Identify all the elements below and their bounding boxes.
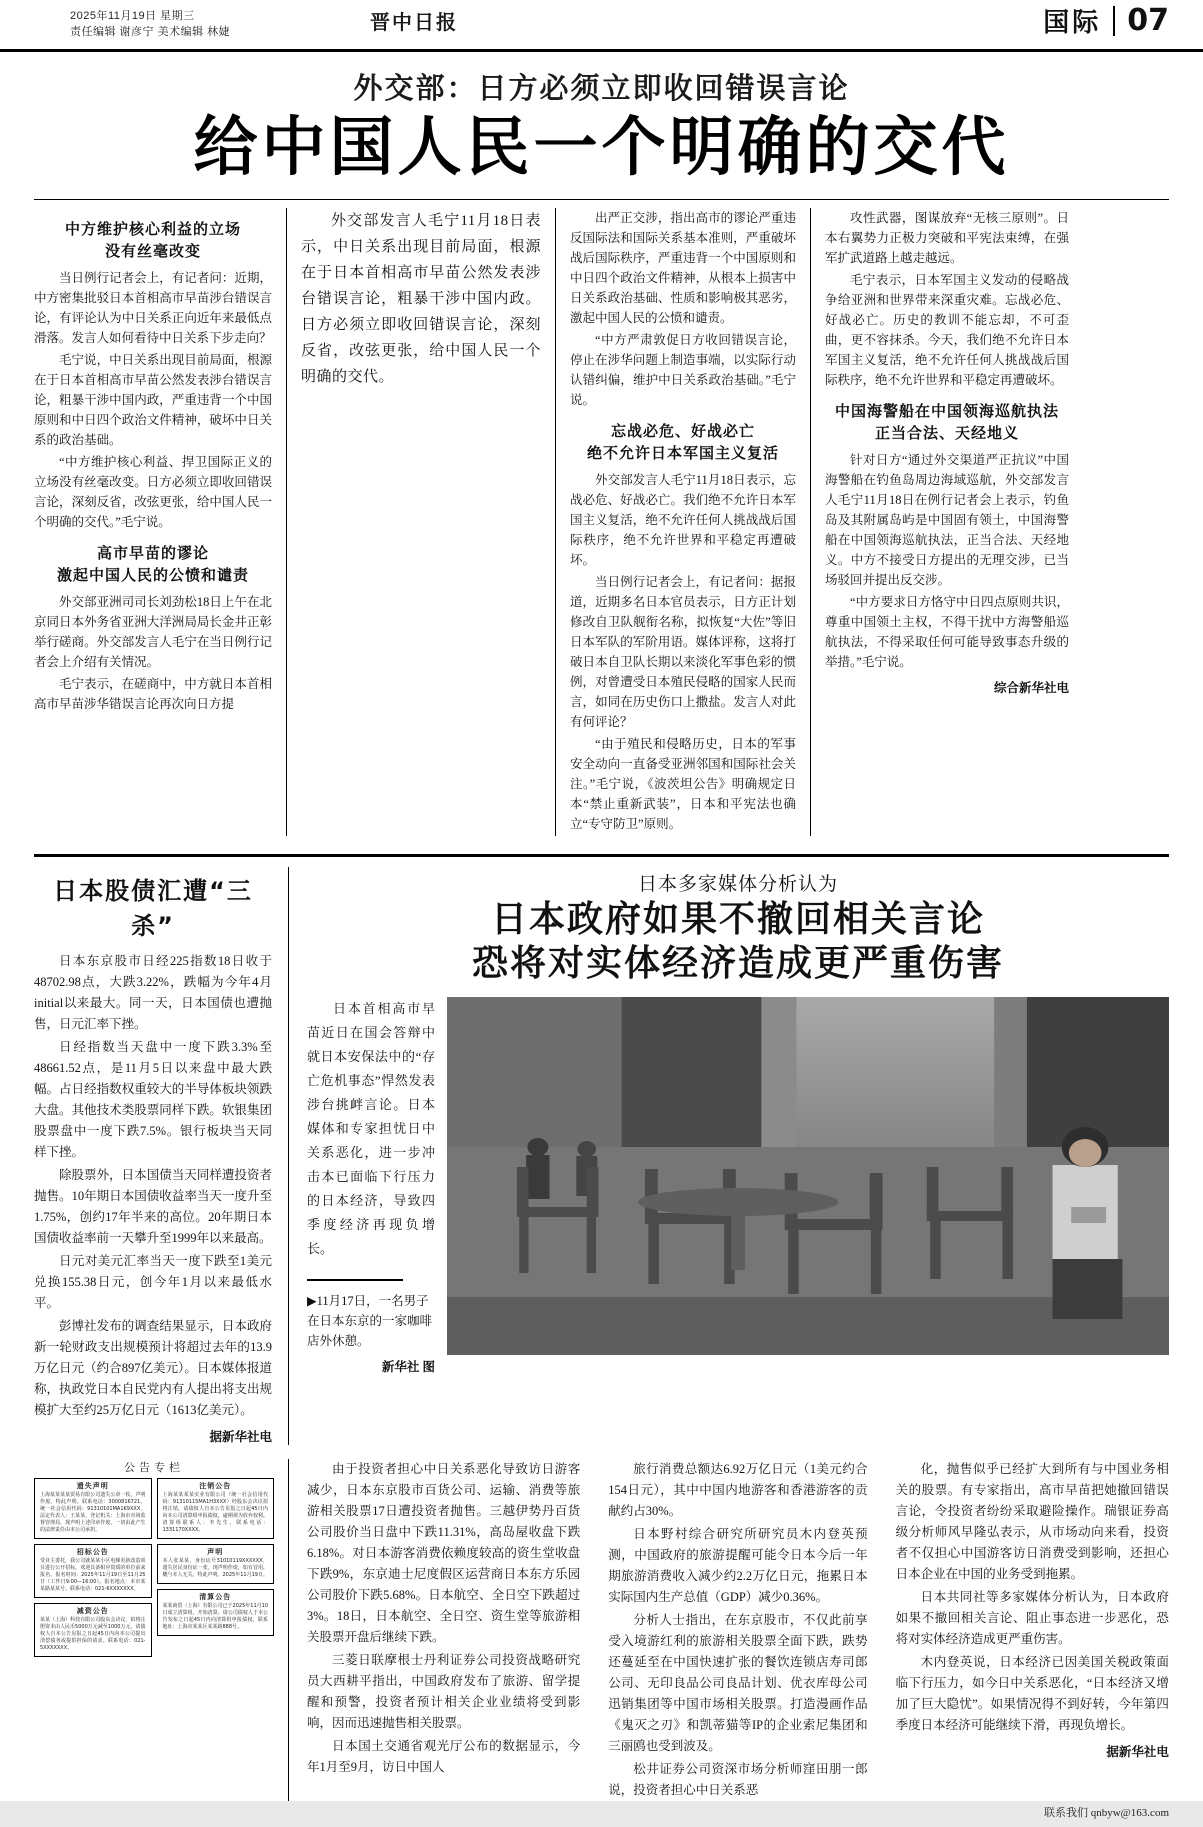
ads-title: 公告专栏 — [124, 1461, 184, 1474]
photo-caption: ▶11月17日，一名男子在日本东京的一家咖啡店外休憩。 — [307, 1294, 433, 1349]
article-source: 综合新华社电 — [993, 680, 1069, 695]
top-column-2-lead — [286, 208, 556, 836]
paragraph: 外交部亚洲司司长刘劲松18日上午在北京同日本外务省亚洲大洋洲局局长金井正彰举行磋商。外交部发言人毛宁在当日例行记者会上介绍有关情况。 — [34, 594, 272, 669]
feature-deck-column — [307, 997, 447, 1379]
ad-body: 受业主委托，我公司就某某小区电梯更新改造项目进行公开招标，欢迎具备相应资质的单位前来报名。报名时间：2025年11月19日至11月25日（工作日9:00—16:00）。报名地点：本市某某路某某号。联系电话：021-6XXXXXXX。 — [40, 1557, 146, 1592]
feature-article — [289, 867, 1169, 1445]
ad-item[interactable] — [157, 1544, 275, 1584]
section-name: 国际 — [1043, 8, 1102, 38]
feature-headline-line1: 日本政府如果不撤回相关言论 — [490, 898, 985, 940]
headline-main: 给中国人民一个明确的交代 — [193, 111, 1010, 185]
ad-heading: 声明 — [207, 1547, 224, 1556]
paragraph: 针对日方“通过外交渠道严正抗议”中国海警船在钓鱼岛周边海域巡航，外交部发言人毛宁11月18日在例行记者会上表示，钓鱼岛及其附属岛屿是中国固有领土，中国海警船在中国领海巡航执法，正当合法、天经地义。中方不接受日方提出的无理交涉，已当场驳回并提出反交涉。 — [825, 452, 1069, 587]
subhead-2-line2: 激起中国人民的公愤和谴责 — [56, 565, 249, 584]
ad-item[interactable] — [34, 1478, 152, 1539]
paragraph: 日本野村综合研究所研究员木内登英预测，中国政府的旅游提醒可能令日本今后一年期旅游消费收入减少约2.2万亿日元，拖累日本实际国内生产总值（GDP）减少0.36%。 — [608, 1526, 868, 1604]
top-column-1 — [34, 208, 286, 836]
stock-article — [34, 867, 289, 1445]
masthead — [0, 0, 1203, 52]
feature-deck: 日本首相高市早苗近日在国会答辩中就日本安保法中的“存亡危机事态”悍然发表涉台挑衅言论。日本媒体和专家担忧日中关系恶化，进一步冲击本已面临下行压力的日本经济，导致四季度经济再现负增长。 — [307, 1001, 435, 1257]
article-source: 据新华社电 — [209, 1429, 272, 1444]
masthead-left — [70, 8, 230, 40]
ad-heading: 遗失声明 — [76, 1481, 109, 1490]
top-column-4 — [811, 208, 1069, 836]
footer-bar — [0, 1801, 1203, 1827]
subhead-1-line2: 没有丝毫改变 — [104, 241, 201, 260]
top-article — [0, 208, 1203, 836]
paragraph: 旅行消费总额达6.92万亿日元（1美元约合154日元），其中中国内地游客和香港游客的贡献约占30%。 — [608, 1461, 868, 1518]
stock-article-title: 日本股债汇遭“三杀” — [53, 876, 253, 940]
paragraph: 彭博社发布的调查结果显示，日本政府新一轮财政支出规模预计将超过去年的13.9万亿日元（约合897亿美元）。日本媒体报道称，执政党日本自民党内有人提出将支出规模扩大至约25万亿日元（1613亿美元）。 — [34, 1318, 272, 1417]
bottom-section — [0, 1445, 1203, 1827]
lead-paragraph: 外交部发言人毛宁11月18日表示，中日关系出现目前局面，根源在于日本首相高市早苗公然发表涉台错误言论，粗暴干涉中国内政。日方必须立即收回错误言论，深刻反省，改弦更张，给中国人民一个明确的交代。 — [301, 212, 541, 385]
bottom-columns — [289, 1459, 1169, 1803]
subhead-4-line2: 正当合法、天经地义 — [874, 423, 1019, 442]
subhead-1-line1: 中方维护核心利益的立场 — [64, 219, 241, 238]
page-number: 07 — [1127, 3, 1169, 38]
bottom-column-2 — [594, 1459, 881, 1803]
subhead-3-line1: 忘战必危、好战必亡 — [610, 421, 755, 440]
paragraph: 分析人士指出，在东京股市，不仅此前享受入境游红利的旅游相关股票全面下跌，跌势还蔓延至在中国快速扩张的餐饮连锁店寿司郎公司、无印良品公司良品计划、优衣库母公司迅销集团等中国市场相关股票。打造漫画作品《鬼灭之刃》和凯蒂猫等IP的企业索尼集团和三丽鸥也受到波及。 — [608, 1612, 868, 1753]
ad-item[interactable] — [34, 1603, 152, 1657]
paragraph: 毛宁表示，日本军国主义发动的侵略战争给亚洲和世界带来深重灾难。忘战必危、好战必亡。历史的教训不能忘却，不可歪曲，更不容抹杀。今天，我们绝不允许日本军国主义复活，绝不允许任何人挑战战后国际秩序，绝不允许世界和平稳定再遭破坏。 — [825, 272, 1069, 387]
paragraph: 松井证券公司资深市场分析师窪田朋一郎说，投资者担心中日关系恶 — [608, 1761, 868, 1797]
paragraph: 外交部发言人毛宁11月18日表示，忘战必危、好战必亡。我们绝不允许日本军国主义复活，绝不允许任何人挑战战后国际秩序，绝不允许世界和平稳定再遭破坏。 — [570, 472, 796, 567]
ad-body: 上海某某某某贸易有限公司遗失公章一枚，声明作废。特此声明。联系电话：3000816721，统一社会信用代码：91310101MA1K9XXX，法定代表人：王某某，登记机关：上海市市场监督管理局，现声明上述印章作废，一切由此产生的法律责任由本公司承担。 — [40, 1491, 146, 1533]
ad-body: 某某（上海）科技有限公司股东会决议，拟将注册资本由人民币5000万元减至1000万元，请债权人自本公告见报之日起45日内向本公司提出清偿债务或提供担保的请求。联系电话：021-5XXXXXXX。 — [40, 1616, 146, 1651]
top-column-3 — [556, 208, 811, 836]
ad-body: 本人张某某，身份证号31010119XXXXXX，遗失居民身份证一张，现声明作废，如有冒用，概与本人无关。特此声明。2025年11月19日。 — [162, 1557, 268, 1578]
paragraph: 化，抛售似乎已经扩大到所有与中国业务相关的股票。有专家指出，高市早苗把她撤回错误言论，令投资者纷纷采取避险操作。瑞银证券高级分析师风早隆弘表示，从市场动向来看，投资者不仅担心中国游客访日消费受到影响，还担心日本企业在中国的业务受到拖累。 — [895, 1461, 1169, 1581]
paragraph: 日本国土交通省观光厅公布的数据显示，今年1月至9月，访日中国人 — [307, 1738, 581, 1774]
paragraph: 由于投资者担心中日关系恶化导致访日游客减少，日本东京股市百货公司、运输、消费等旅游相关股票17日遭投资者抛售。三越伊势丹百货公司股价当日盘中下跌11.31%，高岛屋收盘下跌6.18%。对日本游客消费依赖度较高的资生堂收盘下跌9%，东京迪士尼度假区运营商日本东方乐园公司股价下跌5.68%。日本航空、全日空下跌超过3%。18日，日本航空、全日空、资生堂等旅游相关股票开盘后继续下跌。 — [307, 1461, 581, 1644]
publication-logo: 晋中日报 — [370, 10, 458, 34]
paragraph: 当日例行记者会上，有记者问：近期，中方密集批驳日本首相高市早苗涉台错误言论，有评论认为中日关系正向近年来最低点滑落。发言人如何看待中日关系下步走向？ — [34, 270, 272, 345]
paragraph: “中方维护核心利益、捍卫国际正义的立场没有丝毫改变。日方必须立即收回错误言论，深刻反省，改弦更张，给中国人民一个明确的交代。”毛宁说。 — [34, 454, 272, 529]
ad-heading: 招标公告 — [76, 1547, 109, 1556]
ad-item[interactable] — [157, 1589, 275, 1636]
ad-heading: 注销公告 — [199, 1481, 232, 1490]
paragraph: 除股票外，日本国债当天同样遭投资者抛售。10年期日本国债收益率当天一度升至1.75%，创约17年半来的高位。20年期日本国债收益率前一天攀升至1999年以来最高。 — [34, 1167, 272, 1245]
paragraph: 日经指数当天盘中一度下跌3.3%至48661.52点，是11月5日以来盘中最大跌幅。占日经指数权重较大的半导体板块领跌大盘。其他技术类股票同样下跌。软银集团股票盘中一度下跌7.5%。银行板块当天同样下挫。 — [34, 1039, 272, 1159]
feature-headline-line2: 恐将对实体经济造成更严重伤害 — [471, 942, 1004, 984]
feature-headline — [307, 898, 1169, 986]
feature-shoulder: 日本多家媒体分析认为 — [637, 872, 838, 895]
masthead-divider — [1113, 6, 1115, 36]
photo-credit: 新华社 图 — [381, 1360, 435, 1375]
paragraph: 当日例行记者会上，有记者问：据报道，近期多名日本官员表示，日方正计划修改自卫队舰衔名称，拟恢复“大佐”等旧日本军队的军阶用语。媒体评称，这将打破日本自卫队长期以来淡化军事色彩的惯例，对曾遭受日本殖民侵略的国家人民而言，如同在历史伤口上撒盐。发言人对此有何评论？ — [570, 574, 796, 729]
subhead-1 — [34, 218, 272, 262]
paragraph: “中方严肃敦促日方收回错误言论，停止在涉华问题上制造事端，以实际行动认错纠偏，维护中日关系政治基础。”毛宁说。 — [570, 332, 796, 407]
photo-illustration — [447, 997, 1169, 1355]
subhead-3-line2: 绝不允许日本军国主义复活 — [586, 443, 779, 462]
paragraph: 日本东京股市日经225指数18日收于48702.98点，大跌3.22%，跌幅为今年4月initial以来最大。同一天，日本国债也遭抛售，日元汇率下挫。 — [34, 953, 272, 1031]
middle-section — [0, 857, 1203, 1445]
paragraph: 攻性武器，图谋放弃“无核三原则”。日本右翼势力正极力突破和平宪法束缚，在强军扩武道路上越走越远。 — [825, 210, 1069, 265]
paragraph: 木内登英说，日本经济已因美国关税政策面临下行压力，如今日中关系恶化，“日本经济又增加了巨大隐忧”。如果情况得不到好转，今年第四季度日本经济可能继续下滑，再现负增长。 — [895, 1654, 1169, 1732]
feature-body — [307, 997, 1169, 1379]
top-rule — [34, 199, 1169, 200]
paragraph: “中方要求日方恪守中日四点原则共识，尊重中国领土主权，不得干扰中方海警船巡航执法，不得采取任何可能导致事态升级的举措。”毛宁说。 — [825, 594, 1069, 669]
paragraph: 出严正交涉，指出高市的谬论严重违反国际法和国际关系基本准则，严重破坏战后国际秩序，严重违背一个中国原则和中日四个政治文件精神，从根本上损害中日关系政治基础、性质和影响极其恶劣，激起中国人民的公愤和谴责。 — [570, 210, 796, 325]
subhead-2-line1: 高市早苗的谬论 — [96, 543, 209, 562]
paragraph: 日本共同社等多家媒体分析认为，日本政府如果不撤回相关言论、阻止事态进一步恶化，恐将对实体经济造成更严重伤害。 — [895, 1589, 1169, 1646]
paragraph: “由于殖民和侵略历史，日本的军事安全动向一直备受亚洲邻国和国际社会关注。”毛宁说，《波茨坦公告》明确规定日本“禁止重新武装”，日本和平宪法也确立“专守防卫”原则。 — [570, 736, 796, 831]
article-source: 据新华社电 — [1106, 1744, 1169, 1759]
subhead-3 — [570, 420, 796, 464]
ad-body: 某某商贸（上海）有限公司已于2025年11月10日成立清算组，开始清算。请公司债权人于本公告发布之日起45日内向清算组申报债权。联系地址：上海市某某区某某路888号。 — [162, 1602, 268, 1630]
headline-shoulder: 外交部：日方必须立即收回错误言论 — [353, 71, 850, 105]
bottom-column-1 — [307, 1459, 594, 1803]
paragraph: 日元对美元汇率当天一度下跌至1美元兑换155.38日元，创今年1月以来最低水平。 — [34, 1253, 272, 1310]
subhead-2 — [34, 542, 272, 586]
headline-block — [0, 52, 1203, 199]
editors-line: 责任编辑 谢彦宁 美术编辑 林婕 — [70, 26, 231, 38]
paragraph: 毛宁表示，在磋商中，中方就日本首相高市早苗涉华错误言论再次向日方提 — [34, 676, 272, 711]
lead-paragraph-box — [301, 208, 541, 390]
ad-body: 上海某某某某实业有限公司（统一社会信用代码：91310115MA1H3XXX）经股东会决议拟将注销，请债权人自本公告见报之日起45日内向本公司清算组申报债权，逾期视为放弃权利。清算组联系人：李先生，联系电话：1331170XXXX。 — [162, 1491, 268, 1533]
ad-heading: 清算公告 — [199, 1592, 232, 1601]
ad-item[interactable] — [157, 1478, 275, 1539]
publication-date: 2025年11月19日 星期三 — [70, 10, 195, 22]
ad-item[interactable] — [34, 1544, 152, 1598]
subhead-4 — [825, 400, 1069, 444]
masthead-right — [1043, 2, 1169, 39]
bottom-column-3 — [882, 1459, 1169, 1803]
feature-photo — [447, 997, 1169, 1355]
paragraph: 毛宁说，中日关系出现目前局面，根源在于日本首相高市早苗公然发表涉台错误言论，粗暴干涉中国内政，严重违背一个中国原则和中日四个政治文件精神，破坏中日关系的政治基础。 — [34, 352, 272, 447]
ad-heading: 减资公告 — [76, 1606, 109, 1615]
caption-rule — [307, 1279, 403, 1281]
paragraph: 三菱日联摩根士丹利证券公司投资战略研究员大西耕平指出，中国政府发布了旅游、留学提醒和预警，投资者预计相关企业业绩将受到影响，因而迅速抛售相关股票。 — [307, 1652, 581, 1730]
ads-grid — [34, 1478, 274, 1662]
classified-ads — [34, 1459, 289, 1803]
subhead-4-line1: 中国海警船在中国领海巡航执法 — [834, 401, 1059, 420]
footer-contact: 联系我们 qnbyw@163.com — [1043, 1806, 1169, 1819]
